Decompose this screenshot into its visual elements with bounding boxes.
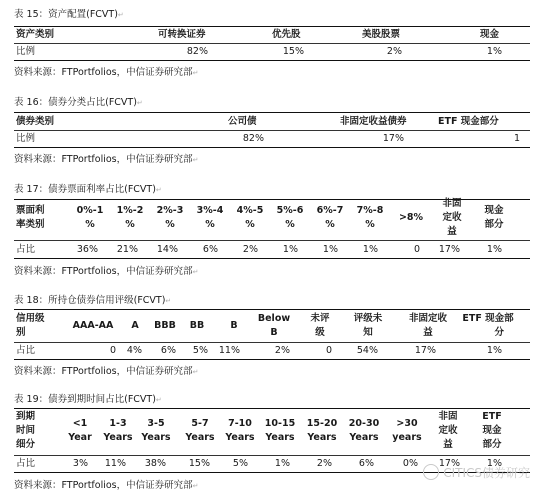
table-15-mid-rule (14, 43, 530, 44)
table-16-bottom-rule (14, 147, 530, 148)
t16-header-2: 非固定收益债券 (340, 116, 407, 127)
table-17-source: 资料来源：FTPortfolios，中信证券研究部↵ (14, 266, 199, 277)
t17-header-4-l1: % (245, 219, 255, 230)
t17-header-10-l1: 部分 (484, 219, 504, 230)
t19-header-0-l1: Year (68, 432, 92, 443)
t18-value-1: 4% (126, 345, 142, 356)
t19-value-5: 1% (274, 458, 290, 469)
t18-value-4: 11% (218, 345, 240, 356)
t15-header-3: 美股股票 (362, 29, 401, 40)
t19-header-7-l0: 20-30 (348, 418, 380, 429)
t19-value-1: 11% (104, 458, 126, 469)
t18-header-6-l0: 未评 (310, 313, 330, 324)
t17-header-1-l1: % (125, 219, 135, 230)
t15-value-0: 82% (186, 46, 208, 57)
table-18-source: 资料来源：FTPortfolios，中信证券研究部↵ (14, 366, 199, 377)
table-15-top-rule (14, 26, 530, 27)
t17-header-9-l2: 益 (447, 226, 457, 237)
t16-value-2: 1 (513, 133, 520, 144)
t19-header-7-l1: Years (349, 432, 379, 443)
table-16-top-rule (14, 112, 530, 113)
table-16-title: 表 16：债券分类占比(FCVT)↵ (14, 97, 143, 108)
t19-header-2-l1: Years (141, 432, 171, 443)
t19-header-first-2: 细分 (16, 439, 36, 450)
t18-header-7-l0: 评级未 (353, 313, 383, 324)
t18-header-4-l0: B (230, 320, 238, 331)
t19-value-9: 17% (438, 458, 460, 469)
t19-header-10-l2: 部分 (482, 439, 502, 450)
t17-header-9-l1: 定收 (442, 212, 462, 223)
table-18-bottom-rule (14, 359, 530, 360)
t19-value-4: 5% (232, 458, 248, 469)
t19-row-label: 占比 (16, 458, 36, 469)
t18-value-6: 0 (325, 345, 332, 356)
t19-header-0-l0: <1 (72, 418, 88, 429)
t17-header-4-l0: 4%-5 (236, 205, 264, 216)
t16-value-1: 17% (382, 133, 404, 144)
t15-header-4: 现金 (480, 29, 500, 40)
t16-header-1: 公司债 (228, 116, 257, 127)
t17-value-0: 36% (76, 244, 98, 255)
t19-header-8-l1: years (392, 432, 422, 443)
t18-header-5-l1: B (270, 327, 278, 338)
t17-header-6-l0: 6%-7 (316, 205, 344, 216)
t19-header-9-l2: 益 (443, 439, 453, 450)
t17-row-label: 占比 (16, 244, 36, 255)
t18-header-7-l1: 知 (363, 327, 373, 338)
t19-header-first-0: 到期 (16, 411, 36, 422)
t15-row-label: 比例 (16, 46, 36, 57)
t17-header-0-l1: % (85, 219, 95, 230)
t19-header-8-l0: >30 (396, 418, 418, 429)
t16-row-label: 比例 (16, 133, 36, 144)
t19-header-9-l0: 非固 (438, 411, 458, 422)
t17-value-1: 21% (116, 244, 138, 255)
watermark-logo-icon (423, 464, 439, 480)
table-19-mid-rule (14, 455, 530, 456)
table-18-top-rule (14, 309, 530, 310)
t18-value-9: 1% (486, 345, 502, 356)
t19-value-6: 2% (316, 458, 332, 469)
t18-header-5-l0: Below (257, 313, 291, 324)
t16-header-0: 债券类别 (16, 116, 55, 127)
t19-header-1-l0: 1-3 (109, 418, 127, 429)
t19-header-3-l1: Years (185, 432, 215, 443)
table-19-source: 资料来源：FTPortfolios，中信证券研究部↵ (14, 480, 199, 491)
t19-header-10-l1: 现金 (482, 425, 502, 436)
t17-header-3-l0: 3%-4 (196, 205, 224, 216)
t18-header-0-l0: AAA-AA (72, 320, 114, 331)
t18-header-8-l0: 非固定收 (408, 313, 447, 324)
table-15-title: 表 15：资产配置(FCVT)↵ (14, 9, 124, 20)
t17-value-3: 6% (202, 244, 218, 255)
t15-value-2: 2% (386, 46, 402, 57)
t19-header-3-l0: 5-7 (191, 418, 209, 429)
t17-value-6: 1% (322, 244, 338, 255)
table-17-mid-rule (14, 240, 530, 241)
t17-value-9: 17% (438, 244, 460, 255)
t17-value-10: 1% (486, 244, 502, 255)
t17-value-5: 1% (282, 244, 298, 255)
t18-value-7: 54% (356, 345, 378, 356)
t18-value-0: 0 (109, 345, 116, 356)
t18-header-first-0: 信用级 (16, 313, 45, 324)
t17-header-5-l0: 5%-6 (276, 205, 304, 216)
t17-header-7-l1: % (365, 219, 375, 230)
t15-header-0: 资产类别 (16, 29, 55, 40)
t18-value-3: 5% (192, 345, 208, 356)
t17-header-8-l0: >8% (398, 212, 424, 223)
table-19-top-rule (14, 408, 530, 409)
t19-header-5-l0: 10-15 (264, 418, 296, 429)
t16-header-3: ETF 现金部分 (438, 116, 499, 127)
t18-header-2-l0: BBB (154, 320, 176, 331)
table-16-source: 资料来源：FTPortfolios，中信证券研究部↵ (14, 154, 199, 165)
watermark: CITICS债券研究 (423, 464, 530, 481)
t17-value-4: 2% (242, 244, 258, 255)
t18-value-5: 2% (274, 345, 290, 356)
t18-header-first-1: 别 (16, 327, 26, 338)
table-15-source: 资料来源：FTPortfolios，中信证券研究部↵ (14, 67, 199, 78)
t19-header-1-l1: Years (103, 432, 133, 443)
table-16-mid-rule (14, 130, 530, 131)
t18-row-label: 占比 (16, 345, 36, 356)
t18-header-9-l1: 分 (494, 327, 504, 338)
t17-header-9-l0: 非固 (442, 198, 462, 209)
t18-header-6-l1: 级 (315, 327, 325, 338)
t19-header-6-l0: 15-20 (306, 418, 338, 429)
table-19-title: 表 19：债券到期时间占比(FCVT)↵ (14, 394, 162, 405)
t17-header-0-l0: 0%-1 (76, 205, 104, 216)
t18-header-8-l1: 益 (423, 327, 433, 338)
t19-header-6-l1: Years (307, 432, 337, 443)
t15-value-1: 15% (282, 46, 304, 57)
t18-value-2: 6% (160, 345, 176, 356)
t19-header-4-l0: 7-10 (228, 418, 252, 429)
t19-value-8: 0% (402, 458, 418, 469)
t17-header-10-l0: 现金 (484, 205, 504, 216)
t19-header-9-l1: 定收 (438, 425, 458, 436)
t18-header-9-l0: ETF 现金部 (462, 313, 514, 324)
t17-value-7: 1% (362, 244, 378, 255)
t17-header-3-l1: % (205, 219, 215, 230)
t19-header-2-l0: 3-5 (147, 418, 165, 429)
t18-header-3-l0: BB (189, 320, 205, 331)
t19-header-10-l0: ETF (482, 411, 502, 422)
table-18-mid-rule (14, 342, 530, 343)
t17-header-first-0: 票面利 (16, 205, 45, 216)
t18-header-1-l0: A (131, 320, 139, 331)
t17-header-first-1: 率类别 (16, 219, 45, 230)
t19-header-first-1: 时间 (16, 425, 36, 436)
t17-value-2: 14% (156, 244, 178, 255)
t17-header-2-l1: % (165, 219, 175, 230)
t17-header-7-l0: 7%-8 (356, 205, 384, 216)
table-17-title: 表 17：债券票面利率占比(FCVT)↵ (14, 184, 162, 195)
t19-value-3: 15% (188, 458, 210, 469)
table-18-title: 表 18：所持仓债券信用评级(FCVT)↵ (14, 295, 172, 306)
t15-value-3: 1% (486, 46, 502, 57)
t16-value-0: 82% (242, 133, 264, 144)
t17-header-2-l0: 2%-3 (156, 205, 184, 216)
t17-header-5-l1: % (285, 219, 295, 230)
t17-header-1-l0: 1%-2 (116, 205, 144, 216)
table-17-bottom-rule (14, 258, 530, 259)
t19-value-10: 1% (486, 458, 502, 469)
t19-header-4-l1: Years (225, 432, 255, 443)
t19-value-2: 38% (144, 458, 166, 469)
t19-value-7: 6% (358, 458, 374, 469)
table-15-bottom-rule (14, 60, 530, 61)
t19-header-5-l1: Years (265, 432, 295, 443)
t17-value-8: 0 (413, 244, 420, 255)
t15-header-1: 可转换证券 (158, 29, 206, 40)
t19-value-0: 3% (72, 458, 88, 469)
t18-value-8: 17% (414, 345, 436, 356)
t15-header-2: 优先股 (272, 29, 301, 40)
t17-header-6-l1: % (325, 219, 335, 230)
